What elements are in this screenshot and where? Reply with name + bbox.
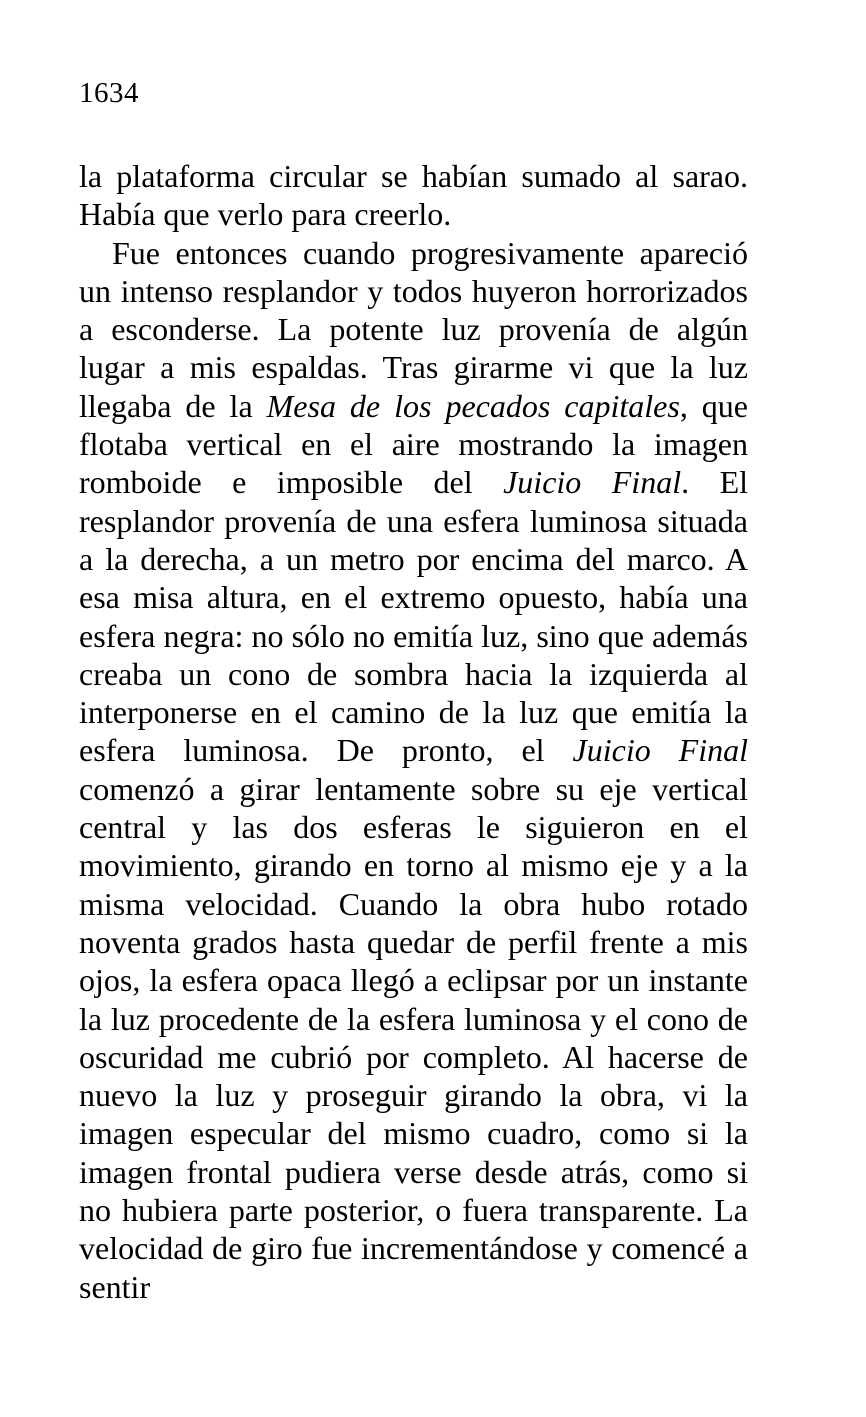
italic-text-run: Juicio Final: [503, 464, 682, 501]
paragraph: [79, 234, 748, 1306]
page-text: [79, 157, 748, 1306]
text-run: . El resplandor provenía de una esfera luminosa situada a la derecha, a un metro por encima del marco. A esa misa altura, en el extremo opuesto, había una esfera negra: no sólo no emitía luz, sino que además creaba un cono de sombra hacia la izquierda al interponerse en el camino de la luz que emitía la esfera luminosa. De pronto, el: [79, 464, 749, 769]
italic-text-run: Juicio Final: [572, 732, 749, 769]
text-run: , que flotaba vertical en el aire mostrando la imagen romboide e imposible del: [79, 387, 749, 501]
italic-text-run: Mesa de los pecados capitales: [266, 387, 680, 424]
text-run: la plataforma circular se habían sumado al sarao. Había que verlo para creerlo.: [79, 158, 748, 233]
paragraph: [79, 157, 748, 234]
text-run: comenzó a girar lentamente sobre su eje vertical central y las dos esferas le siguieron en el movimiento, girando en torno al mismo eje y a la misma velocidad. Cuando la obra hubo rotado noventa grados hasta quedar de perfil frente a mis ojos, la esfera opaca llegó a eclipsar por un instante la luz procedente de la esfera luminosa y el cono de oscuridad me cubrió por completo. Al hacerse de nuevo la luz y proseguir girando la obra, vi la imagen especular del mismo cuadro, como si la imagen frontal pudiera verse desde atrás, como si no hubiera parte posterior, o fuera transparente. La velocidad de giro fue incrementándose y comencé a sentir: [79, 770, 748, 1305]
page-number: 1634: [79, 77, 139, 109]
text-run: Fue entonces cuando progresivamente apareció un intenso resplandor y todos huyeron horrorizados a esconderse. La potente luz provenía de algún lugar a mis espaldas. Tras girarme vi que la luz llegaba de la: [79, 234, 748, 424]
